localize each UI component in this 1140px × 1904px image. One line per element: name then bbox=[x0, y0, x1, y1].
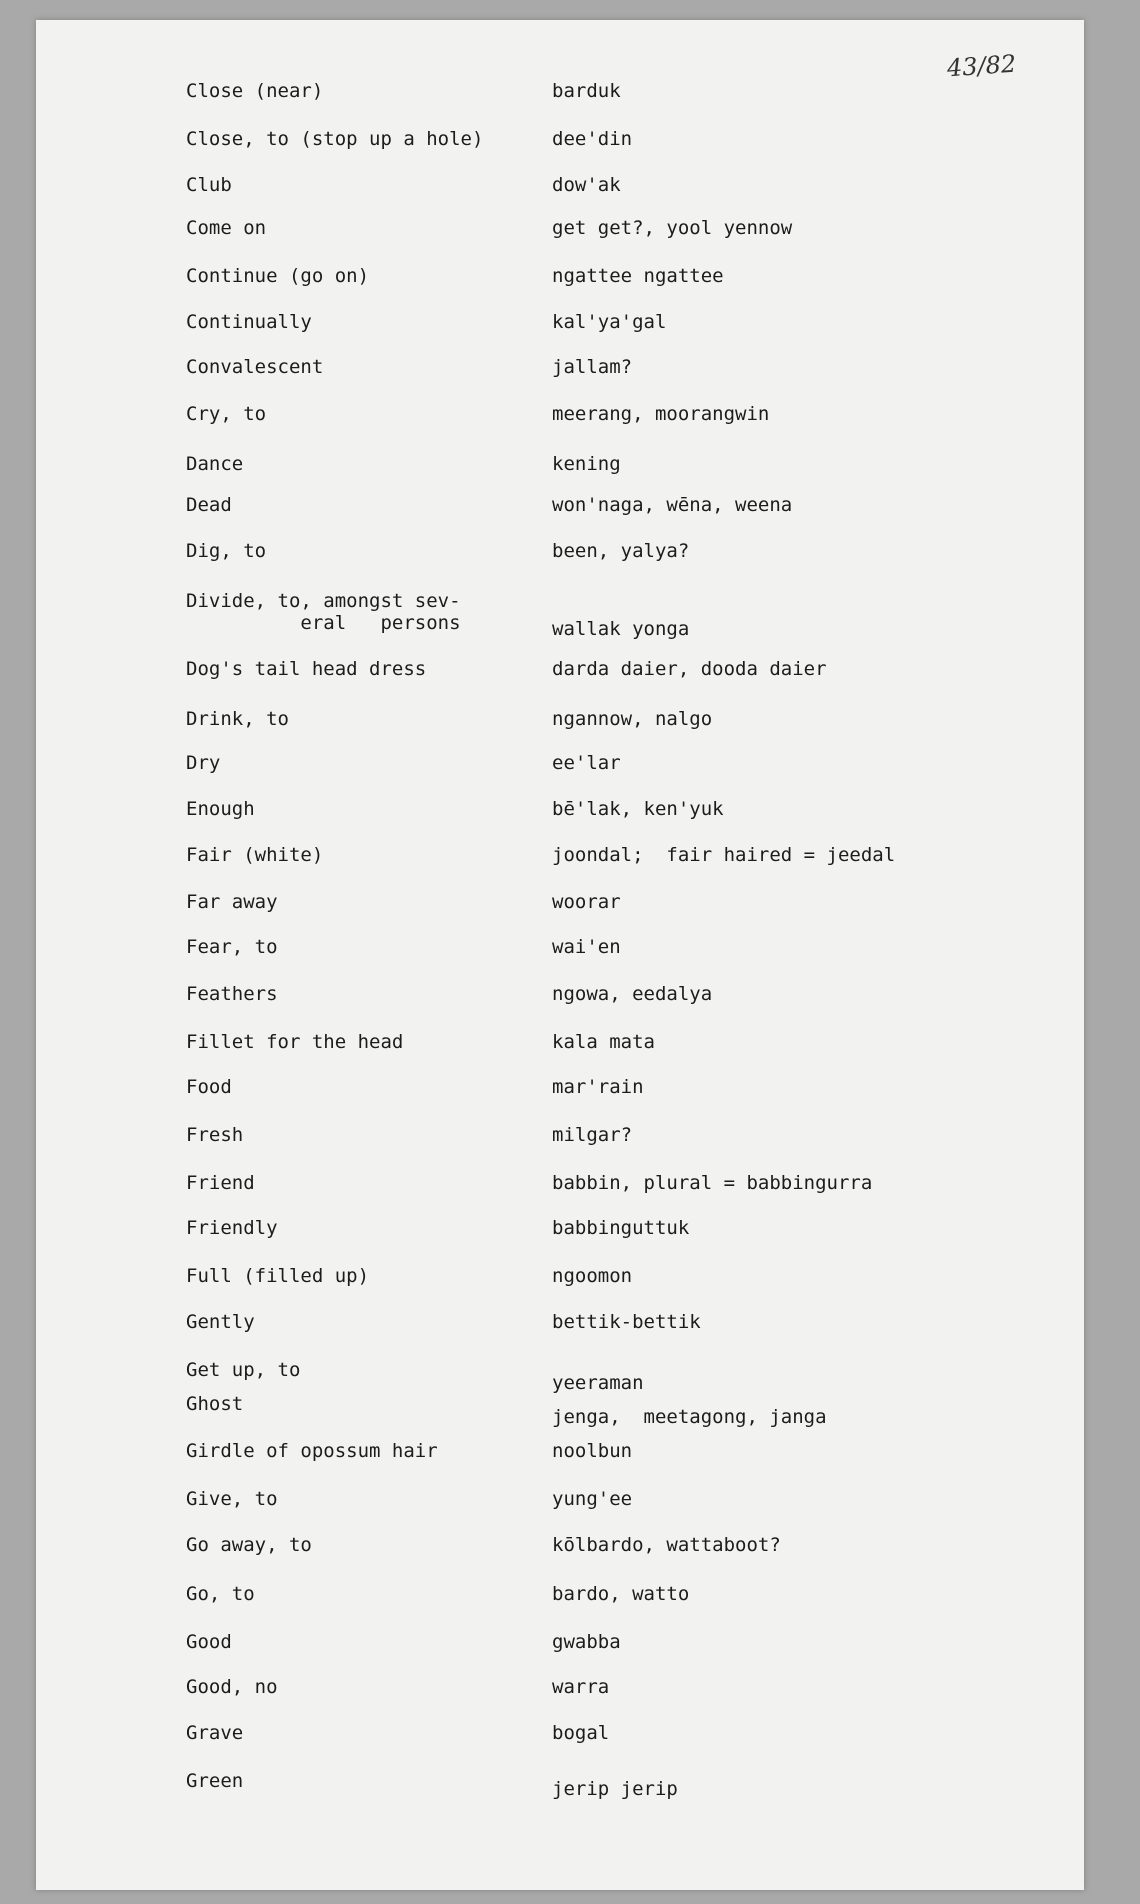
entry-term: Continue (go on) bbox=[186, 265, 370, 287]
entry-term: Convalescent bbox=[186, 356, 324, 378]
entry-gloss: dee'din bbox=[552, 128, 633, 150]
entry-gloss: darda daier, dooda daier bbox=[552, 658, 827, 680]
entry-gloss: barduk bbox=[552, 80, 621, 102]
entry-gloss: joondal; fair haired = jeedal bbox=[552, 844, 896, 866]
entry-gloss: kōlbardo, wattaboot? bbox=[552, 1534, 781, 1556]
entry-gloss: yung'ee bbox=[552, 1488, 633, 1510]
entry-gloss: won'naga, wēna, weena bbox=[552, 494, 793, 516]
entry-term: Fillet for the head bbox=[186, 1031, 404, 1053]
entry-gloss: mar'rain bbox=[552, 1076, 644, 1098]
entry-term: Food bbox=[186, 1076, 232, 1098]
entry-gloss: meerang, moorangwin bbox=[552, 403, 770, 425]
entry-gloss: bardo, watto bbox=[552, 1583, 690, 1605]
entry-gloss: dow'ak bbox=[552, 174, 621, 196]
entry-term: Fear, to bbox=[186, 936, 278, 958]
entry-term: Close (near) bbox=[186, 80, 324, 102]
entry-term: Good, no bbox=[186, 1676, 278, 1698]
entry-term: Go, to bbox=[186, 1583, 255, 1605]
entry-term: Fresh bbox=[186, 1124, 244, 1146]
entry-gloss: bogal bbox=[552, 1722, 610, 1744]
entry-term: Dog's tail head dress bbox=[186, 658, 427, 680]
entry-gloss: ngowa, eedalya bbox=[552, 983, 713, 1005]
entry-term: Full (filled up) bbox=[186, 1265, 370, 1287]
entry-term: Cry, to bbox=[186, 403, 267, 425]
entry-gloss: bē'lak, ken'yuk bbox=[552, 798, 724, 820]
entry-term: Ghost bbox=[186, 1393, 244, 1415]
entry-term: Gently bbox=[186, 1311, 255, 1333]
entry-term: Feathers bbox=[186, 983, 278, 1005]
entry-term: Far away bbox=[186, 891, 278, 913]
entry-gloss: ngoomon bbox=[552, 1265, 633, 1287]
entry-term: Good bbox=[186, 1631, 232, 1653]
entry-gloss: wallak yonga bbox=[552, 618, 690, 640]
entry-gloss: kening bbox=[552, 453, 621, 475]
entry-gloss: jallam? bbox=[552, 356, 633, 378]
entry-term: Continually bbox=[186, 311, 312, 333]
entry-term: Dig, to bbox=[186, 540, 267, 562]
entry-term: Come on bbox=[186, 217, 267, 239]
entry-gloss: kala mata bbox=[552, 1031, 655, 1053]
entry-gloss: noolbun bbox=[552, 1440, 633, 1462]
entry-gloss: milgar? bbox=[552, 1124, 633, 1146]
entry-term: Dead bbox=[186, 494, 232, 516]
entry-term: Girdle of opossum hair bbox=[186, 1440, 438, 1462]
entry-term: Club bbox=[186, 174, 232, 196]
entry-term: Fair (white) bbox=[186, 844, 324, 866]
entry-gloss: woorar bbox=[552, 891, 621, 913]
entry-gloss: babbin, plural = babbingurra bbox=[552, 1172, 873, 1194]
entry-gloss: jerip jerip bbox=[552, 1778, 678, 1800]
entry-term: Go away, to bbox=[186, 1534, 312, 1556]
entry-term: Friend bbox=[186, 1172, 255, 1194]
entry-gloss: babbinguttuk bbox=[552, 1217, 690, 1239]
entry-term: Drink, to bbox=[186, 708, 289, 730]
document-page bbox=[36, 20, 1084, 1890]
entry-term: Enough bbox=[186, 798, 255, 820]
entry-term: Grave bbox=[186, 1722, 244, 1744]
entry-term: Divide, to, amongst sev- eral persons bbox=[186, 590, 461, 634]
entry-gloss: ngannow, nalgo bbox=[552, 708, 713, 730]
entry-gloss: ngattee ngattee bbox=[552, 265, 724, 287]
vocabulary-list bbox=[36, 20, 1084, 1890]
entry-gloss: kal'ya'gal bbox=[552, 311, 667, 333]
entry-gloss: yeeraman bbox=[552, 1372, 644, 1394]
entry-term: Dance bbox=[186, 453, 244, 475]
entry-gloss: gwabba bbox=[552, 1631, 621, 1653]
entry-gloss: warra bbox=[552, 1676, 610, 1698]
entry-term: Green bbox=[186, 1770, 244, 1792]
entry-term: Close, to (stop up a hole) bbox=[186, 128, 484, 150]
entry-term: Friendly bbox=[186, 1217, 278, 1239]
entry-gloss: bettik-bettik bbox=[552, 1311, 701, 1333]
entry-gloss: jenga, meetagong, janga bbox=[552, 1406, 827, 1428]
entry-term: Dry bbox=[186, 752, 221, 774]
entry-gloss: ee'lar bbox=[552, 752, 621, 774]
entry-gloss: been, yalya? bbox=[552, 540, 690, 562]
entry-term: Give, to bbox=[186, 1488, 278, 1510]
page-number: 43/82 bbox=[945, 49, 1017, 83]
entry-gloss: wai'en bbox=[552, 936, 621, 958]
entry-term: Get up, to bbox=[186, 1359, 301, 1381]
entry-gloss: get get?, yool yennow bbox=[552, 217, 793, 239]
